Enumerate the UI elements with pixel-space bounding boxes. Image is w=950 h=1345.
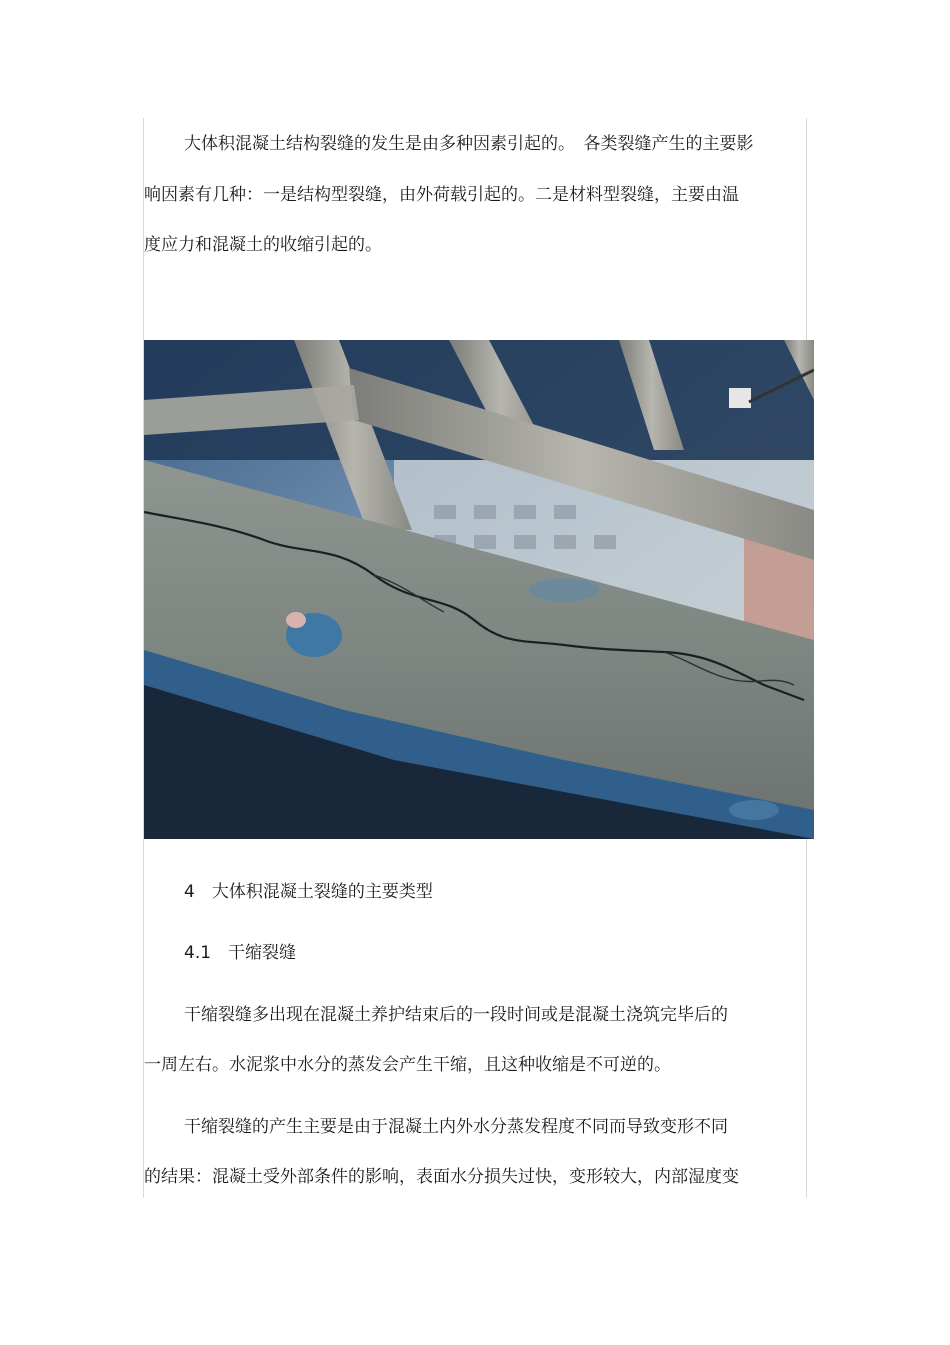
intro-line-2: 响因素有几种：一是结构型裂缝，由外荷载引起的。二是材料型裂缝，主要由温 <box>144 185 739 205</box>
paint-patch-corner <box>729 800 779 820</box>
para2-line-1: 干缩裂缝的产生主要是由于混凝土内外水分蒸发程度不同而导致变形不同 <box>184 1117 728 1137</box>
section-4-heading: 4 大体积混凝土裂缝的主要类型 <box>184 882 433 902</box>
paint-patch-pink <box>286 612 306 628</box>
concrete-beam-crack-photo <box>144 340 814 839</box>
lamp-fixture <box>729 388 751 408</box>
section-4-1-heading: 4.1 干缩裂缝 <box>184 943 297 963</box>
para2-line-2: 的结果：混凝土受外部条件的影响，表面水分损失过快，变形较大，内部湿度变 <box>144 1167 739 1187</box>
para1-line-1: 干缩裂缝多出现在混凝土养护结束后的一段时间或是混凝土浇筑完毕后的 <box>184 1005 728 1025</box>
paint-patch-faded <box>529 578 599 602</box>
intro-line-1: 大体积混凝土结构裂缝的发生是由多种因素引起的。 各类裂缝产生的主要影 <box>184 134 754 154</box>
intro-line-3: 度应力和混凝土的收缩引起的。 <box>144 235 382 255</box>
para1-line-2: 一周左右。水泥浆中水分的蒸发会产生干缩，且这种收缩是不可逆的。 <box>144 1055 671 1075</box>
